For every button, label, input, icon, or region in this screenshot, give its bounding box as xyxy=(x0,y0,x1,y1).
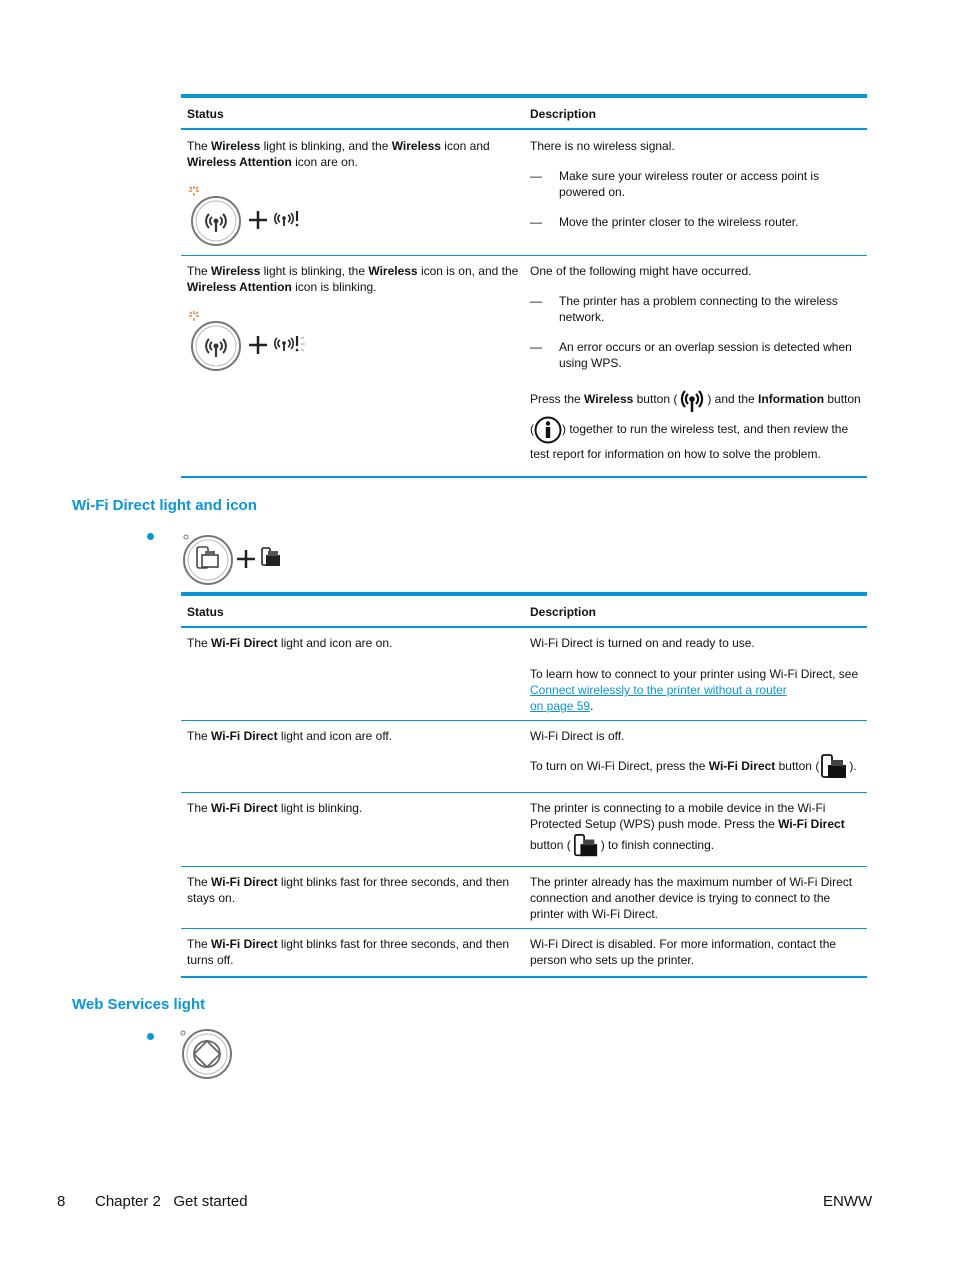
table-row xyxy=(181,256,867,476)
status-cell: The Wi-Fi Direct light blinks fast for three seconds, and then stays on. xyxy=(187,875,510,905)
bullet xyxy=(147,1033,154,1040)
wireless-attention-blinking-icon xyxy=(187,309,317,373)
status-cell: The Wi-Fi Direct light is blinking. xyxy=(187,801,363,815)
page-number: 8 xyxy=(57,1193,66,1210)
description-cell: One of the following might have occurred. — The printer has a problem connecting to the wireless network. — An error occurs or an overlap session is detected when using WPS. Press the Wireless button ( ) and the Information button ( ) together to run the wireless test, and then review the test report for information on how to solve the problem. xyxy=(524,256,867,476)
table-row xyxy=(181,721,867,793)
web-services-heading: Web Services light xyxy=(72,996,206,1013)
table-header xyxy=(181,596,867,628)
description-cell: The printer is connecting to a mobile device in the Wi-Fi Protected Setup (WPS) push mode. Press the Wi-Fi Direct button ( ) to finish connecting. xyxy=(524,793,867,866)
description-cell: Wi-Fi Direct is off. To turn on Wi-Fi Direct, press the Wi-Fi Direct button ( ). xyxy=(524,721,867,792)
status-header: Status xyxy=(187,605,224,619)
list-item: — Move the printer closer to the wireless router. xyxy=(530,215,799,229)
description-cell: Wi-Fi Direct is disabled. For more information, contact the person who sets up the printer. xyxy=(530,937,837,967)
table-row xyxy=(181,929,867,976)
description-cell: Wi-Fi Direct is turned on and ready to use. To learn how to connect to your printer using Wi-Fi Direct, see Connect wirelessly to the printer without a router on page 59. xyxy=(530,636,859,713)
information-icon xyxy=(534,416,562,444)
status-cell: The Wi-Fi Direct light blinks fast for three seconds, and then turns off. xyxy=(187,937,510,967)
status-header: Status xyxy=(187,107,224,121)
press-instructions: Press the Wireless button ( ) and the Information button ( ) together to run the wireless test, and then review the xyxy=(530,384,867,444)
web-services-icon xyxy=(178,1026,234,1082)
wireless-button-icon xyxy=(677,386,707,414)
wireless-light-icon xyxy=(187,184,317,248)
status-cell: The Wireless light is blinking, the Wireless icon is on, and the Wireless Attention icon is blinking. xyxy=(181,256,524,476)
footer-right: ENWW xyxy=(823,1193,873,1210)
table-row xyxy=(181,867,867,929)
status-cell: The Wireless light is blinking, and the Wireless icon and Wireless Attention icon are on. xyxy=(181,130,524,255)
table-header xyxy=(181,98,867,130)
page-59-link[interactable]: on page 59 xyxy=(530,699,591,713)
description-header: Description xyxy=(530,107,597,121)
table-row xyxy=(181,628,867,721)
chapter-title: Chapter 2 Get started xyxy=(95,1193,248,1210)
bullet xyxy=(147,533,154,540)
wifi-direct-button-icon xyxy=(819,753,849,781)
wifi-direct-button-icon xyxy=(571,833,601,859)
table-row xyxy=(181,793,867,867)
status-cell: The Wi-Fi Direct light and icon are off. xyxy=(187,729,393,743)
wireless-status-table xyxy=(181,94,867,478)
description-cell: There is no wireless signal. — Make sure your wireless router or access point is powered on. — Move the printer closer to the wireless router. xyxy=(524,130,867,255)
list-item: — An error occurs or an overlap session is detected when using WPS. xyxy=(530,340,852,370)
connect-wirelessly-link[interactable]: Connect wirelessly to the printer without a router xyxy=(530,683,787,697)
list-item: — The printer has a problem connecting to the wireless network. xyxy=(530,294,838,324)
table-row xyxy=(181,130,867,256)
list-item: — Make sure your wireless router or access point is powered on. xyxy=(530,169,820,199)
status-cell: The Wi-Fi Direct light and icon are on. xyxy=(187,636,393,650)
wifi-direct-icon xyxy=(181,533,291,585)
description-header: Description xyxy=(530,605,597,619)
wifi-direct-heading: Wi-Fi Direct light and icon xyxy=(72,497,257,514)
wifi-direct-table xyxy=(181,592,867,978)
description-cell: The printer already has the maximum number of Wi-Fi Direct connection and another device is trying to connect to the printer with Wi-Fi Direct. xyxy=(530,875,853,921)
